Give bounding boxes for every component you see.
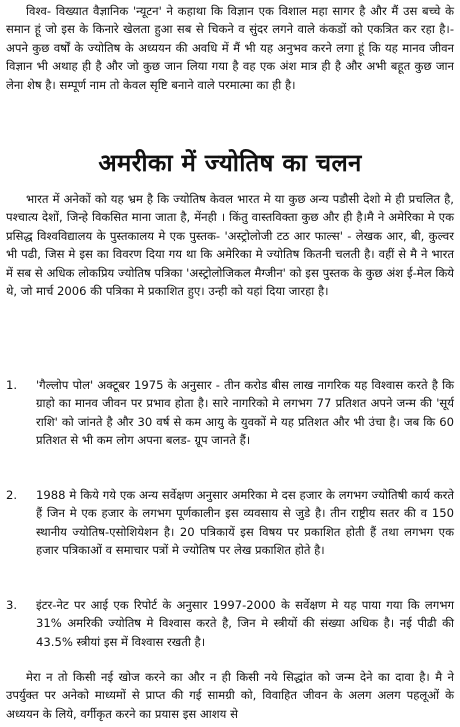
section-heading: अमरीका में ज्योतिष का चलन: [98, 149, 362, 177]
list-item-text: इंटर-नेट पर आई एक रिपोर्ट के अनुसार 1997-2000 के सर्वेक्षण मे यह पाया गया कि लगभग 31% अमरिकी ज्योतिष मे विश्वास करते है, जिन मे स्त्रीयों की संख्या अधिक है। नई पीढी की 43.5% स्त्रीयां इस में विश्वास रखती है।: [36, 598, 454, 649]
list-item-text: 1988 मे किये गये एक अन्य सर्वेक्षण अनुसार अमरिका मे दस हजार के लगभग ज्योतिषी कार्य करते हैं जिन मे एक हजार के लगभग पूर्णकालीन इस व्यवसाय से जुडे है। तीन राष्ट्रीय सतर की व 150 स्थानीय ज्योतिष-एसोशियेशन है। 20 पत्रिकायें इस विषय पर प्रकाशित होती हैं तथा लगभग एक हजार पत्रिकाओं व समाचार पत्रों मे ज्योतिष पर लेख प्रकाशित होते है।: [36, 488, 454, 558]
closing-paragraph: मेरा न तो किसी नई खोज करने का और न ही किसी नये सिद्धांत को जन्म देने का दावा है। मै ने उपर्युक्त पर अनेको माध्यमों से प्राप्त की गई सामग्री को, विवाहित जीवन के अलग अलग पहलूओं के अध्ययन के लिये, वर्गीकृत करने का प्रयास इस आशय से: [6, 670, 454, 721]
list-item-text: 'गैल्लोप पोल' अक्टूबर 1975 के अनुसार - तीन करोड बीस लाख नागरिक यह विश्वास करते है कि ग्राहो का मानव जीवन पर प्रभाव होता है। सारे नागरिको मे लगभग 77 प्रतिशत अपने जन्म की 'सूर्य राशि' को जांनते है और 30 वर्ष से कम आयु के युवकों मे यह प्रतिशत और भी उंचा है। जब कि 60 प्रतिशत से भी कम लोग अपना बलड- ग्रूप जानते हैं।: [36, 378, 454, 448]
body-paragraph: भारत में अनेकों को यह भ्रम है कि ज्योतिष केवल भारत मे या कुछ अन्य पडौसी देशो मे ही प्रचलित है, पश्चात्य देशों, जिन्हे विकसित माना जाता है, मेंनही । किंतु वास्तविक्ता कुछ और ही है।मै ने अमेरिका मे एक प्रसिद्ध विश्वविद्यालय के पुस्तकालय मे एक पुस्तक- 'अस्ट्रोलोजी टठ आर फाल्स' - लेखक आर, बी, कुल्वर भी पढी, जिस मे इस का विवरण दिया गय था कि अमेरिका मे ज्योतिष कितनी चलती है। वहीं से मै ने भारत में सब से अधिक लोकप्रिय ज्योतिष पत्रिका 'अस्ट्रोलोजिकल मैग्जीन' को इस पुस्तक के कुछ अंश ई-मेल किये थे, जो मार्च 2006 की पत्रिका मे प्रकाशित हुए। उन्ही को यहां दिया जारहा है।: [6, 192, 454, 299]
list-item-number: 3.: [6, 598, 18, 612]
list-item-number: 1.: [6, 378, 18, 392]
list-item-number: 2.: [6, 488, 18, 502]
intro-paragraph: विश्व- विख्यात वैज्ञानिक 'न्यूटन' ने कहाथा कि विज्ञान एक विशाल महा सागर है और मैं उस बच्चे के समान हूं जो इस के किनारे खेलता हुआ सब से चिकने व सुंदर लगने वाले कंकडों को एकत्रित कर रहा है।- अपने कुछ वर्षों के ज्योतिष के अध्ययन की अवधि में मैं भी यह अनुभव करने लगा हूं कि यह मानव जीवन विज्ञान भी अथाह ही है और जो कुछ जान लिया गया है वह एक अंश मात्र ही है और अभी बहूत कुछ जान लेना शेष है। सम्पूर्ण नाम तो केवल सृष्टि बनाने वाले परमात्मा का ही है।: [6, 4, 454, 92]
